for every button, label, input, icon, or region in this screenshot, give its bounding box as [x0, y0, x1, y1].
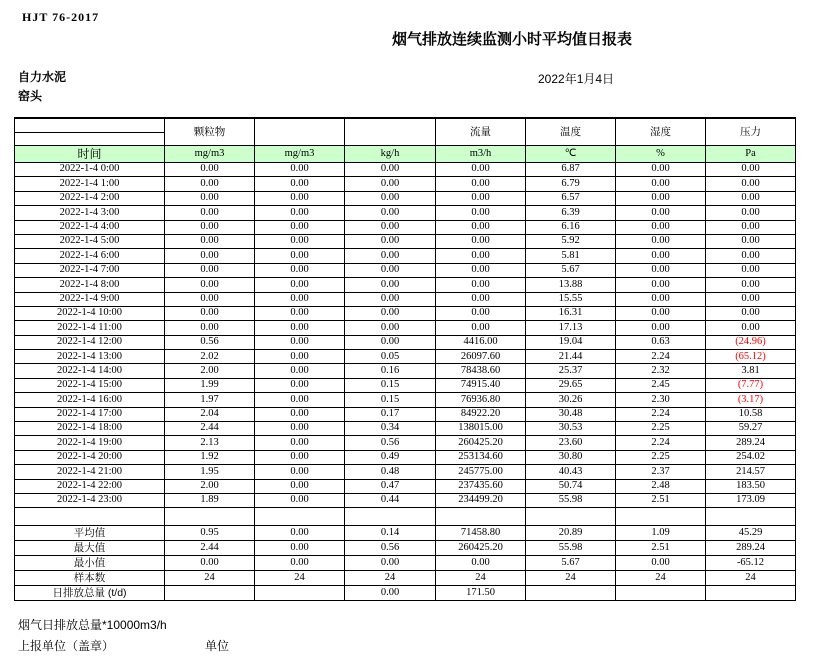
value-cell: 2.37: [616, 465, 706, 479]
doc-code: HJT 76-2017: [22, 10, 100, 24]
spacer-row: [15, 508, 796, 526]
time-cell: 2022-1-4 7:00: [15, 263, 165, 277]
value-cell: 0.00: [255, 249, 345, 263]
value-cell: 5.67: [526, 263, 616, 277]
value-cell: 59.27: [706, 422, 796, 436]
value-cell: 0.00: [345, 263, 436, 277]
value-cell: 30.80: [526, 450, 616, 464]
table-row: [15, 306, 796, 320]
time-cell: 2022-1-4 9:00: [15, 292, 165, 306]
value-cell: 0.00: [616, 177, 706, 191]
value-cell: 0.00: [255, 450, 345, 464]
summary-value-cell: 24: [436, 571, 526, 586]
summary-value-cell: 0.00: [345, 556, 436, 571]
summary-value-cell: 0.00: [255, 541, 345, 556]
time-cell: 2022-1-4 23:00: [15, 493, 165, 507]
value-cell: 0.00: [345, 177, 436, 191]
summary-value-cell: 71458.80: [436, 526, 526, 541]
table-row: [15, 450, 796, 464]
summary-value-cell: 0.14: [345, 526, 436, 541]
time-cell: 2022-1-4 8:00: [15, 278, 165, 292]
summary-value-cell: 0.95: [165, 526, 255, 541]
site-name: 窑头: [18, 89, 43, 103]
value-cell: (65.12): [706, 350, 796, 364]
value-cell: 0.00: [255, 220, 345, 234]
value-cell: 21.44: [526, 350, 616, 364]
time-cell: 2022-1-4 13:00: [15, 350, 165, 364]
page-title: 烟气排放连续监测小时平均值日报表: [392, 31, 633, 48]
value-cell: 0.00: [255, 436, 345, 450]
value-cell: 0.00: [436, 278, 526, 292]
summary-label: 样本数: [15, 571, 165, 586]
value-cell: 0.00: [255, 335, 345, 349]
table-row: [15, 220, 796, 234]
table-row: [15, 407, 796, 421]
value-cell: 0.47: [345, 479, 436, 493]
value-cell: 0.00: [706, 191, 796, 205]
value-cell: 0.00: [255, 407, 345, 421]
time-cell: 2022-1-4 14:00: [15, 364, 165, 378]
unit-label: 单位: [205, 639, 230, 653]
value-cell: 29.65: [526, 378, 616, 392]
value-cell: 2.13: [165, 436, 255, 450]
table-row: [15, 393, 796, 407]
summary-value-cell: 0.00: [255, 526, 345, 541]
empty-cell: [706, 508, 796, 526]
value-cell: 0.00: [345, 278, 436, 292]
value-cell: 0.05: [345, 350, 436, 364]
value-cell: 0.00: [255, 350, 345, 364]
value-cell: 0.00: [436, 292, 526, 306]
value-cell: 0.00: [165, 220, 255, 234]
summary-value-cell: 45.29: [706, 526, 796, 541]
unit-cell: m3/h: [436, 146, 526, 163]
summary-value-cell: [616, 586, 706, 601]
table-row: [15, 350, 796, 364]
value-cell: 6.57: [526, 191, 616, 205]
summary-row: [15, 541, 796, 556]
empty-cell: [255, 508, 345, 526]
summary-value-cell: 0.00: [616, 556, 706, 571]
value-cell: 0.00: [165, 249, 255, 263]
value-cell: 84922.20: [436, 407, 526, 421]
table-row: [15, 177, 796, 191]
table-row: [15, 493, 796, 507]
value-cell: 173.09: [706, 493, 796, 507]
value-cell: 0.56: [345, 436, 436, 450]
value-cell: 6.39: [526, 206, 616, 220]
summary-value-cell: 24: [616, 571, 706, 586]
value-cell: 0.00: [345, 206, 436, 220]
summary-row: [15, 586, 796, 601]
value-cell: 0.00: [255, 177, 345, 191]
summary-value-cell: 2.51: [616, 541, 706, 556]
value-cell: 0.44: [345, 493, 436, 507]
table-row: [15, 234, 796, 248]
value-cell: 6.79: [526, 177, 616, 191]
table-row: [15, 292, 796, 306]
value-cell: 4416.00: [436, 335, 526, 349]
value-cell: 0.00: [706, 234, 796, 248]
value-cell: 0.00: [165, 206, 255, 220]
summary-value-cell: [255, 586, 345, 601]
time-cell: 2022-1-4 17:00: [15, 407, 165, 421]
summary-value-cell: -65.12: [706, 556, 796, 571]
value-cell: 0.48: [345, 465, 436, 479]
table-row: [15, 335, 796, 349]
footer-note: 烟气日排放总量*10000m3/h: [18, 618, 167, 632]
value-cell: 0.00: [436, 234, 526, 248]
value-cell: 1.89: [165, 493, 255, 507]
value-cell: 2.02: [165, 350, 255, 364]
value-cell: 0.00: [616, 249, 706, 263]
time-cell: 2022-1-4 21:00: [15, 465, 165, 479]
col-header-3: [345, 118, 436, 146]
empty-cell: [15, 508, 165, 526]
value-cell: 234499.20: [436, 493, 526, 507]
report-unit-label: 上报单位（盖章）: [18, 639, 115, 653]
value-cell: 6.16: [526, 220, 616, 234]
time-cell: 2022-1-4 15:00: [15, 378, 165, 392]
summary-label: 平均值: [15, 526, 165, 541]
value-cell: 3.81: [706, 364, 796, 378]
report-date: 2022年1月4日: [538, 72, 615, 86]
value-cell: 2.24: [616, 350, 706, 364]
unit-cell: %: [616, 146, 706, 163]
value-cell: 5.92: [526, 234, 616, 248]
value-cell: 2.24: [616, 407, 706, 421]
summary-value-cell: 0.00: [165, 556, 255, 571]
summary-value-cell: [526, 586, 616, 601]
value-cell: 0.00: [165, 263, 255, 277]
value-cell: 2.45: [616, 378, 706, 392]
unit-cell: mg/m3: [165, 146, 255, 163]
value-cell: 0.17: [345, 407, 436, 421]
value-cell: 2.00: [165, 479, 255, 493]
table-row: [15, 206, 796, 220]
col-header-flow: 流量: [436, 118, 526, 146]
value-cell: 50.74: [526, 479, 616, 493]
summary-value-cell: 171.50: [436, 586, 526, 601]
summary-value-cell: 24: [165, 571, 255, 586]
value-cell: 0.00: [255, 206, 345, 220]
table-row: [15, 378, 796, 392]
value-cell: 138015.00: [436, 422, 526, 436]
value-cell: 2.44: [165, 422, 255, 436]
value-cell: 0.00: [255, 465, 345, 479]
table-row: [15, 249, 796, 263]
value-cell: 253134.60: [436, 450, 526, 464]
value-cell: 0.00: [165, 306, 255, 320]
summary-row: [15, 556, 796, 571]
summary-value-cell: 24: [345, 571, 436, 586]
value-cell: 0.00: [706, 321, 796, 335]
summary-value-cell: 24: [706, 571, 796, 586]
table-row: [15, 465, 796, 479]
table-row: [15, 422, 796, 436]
value-cell: 0.00: [255, 306, 345, 320]
value-cell: 0.00: [255, 393, 345, 407]
unit-cell: mg/m3: [255, 146, 345, 163]
value-cell: 6.87: [526, 163, 616, 177]
value-cell: (7.77): [706, 378, 796, 392]
time-header-spacer-bottom: [15, 132, 165, 146]
time-cell: 2022-1-4 0:00: [15, 163, 165, 177]
summary-value-cell: 24: [526, 571, 616, 586]
value-cell: 0.00: [345, 321, 436, 335]
value-cell: 0.00: [436, 220, 526, 234]
value-cell: 30.26: [526, 393, 616, 407]
table-row: [15, 364, 796, 378]
value-cell: (3.17): [706, 393, 796, 407]
value-cell: 2.51: [616, 493, 706, 507]
value-cell: 0.00: [165, 191, 255, 205]
summary-value-cell: 0.00: [345, 586, 436, 601]
empty-cell: [436, 508, 526, 526]
value-cell: 0.49: [345, 450, 436, 464]
value-cell: 0.00: [345, 306, 436, 320]
value-cell: 0.00: [706, 292, 796, 306]
value-cell: 0.34: [345, 422, 436, 436]
value-cell: 0.00: [255, 321, 345, 335]
summary-value-cell: 1.09: [616, 526, 706, 541]
value-cell: 2.25: [616, 450, 706, 464]
table-row: [15, 479, 796, 493]
value-cell: 0.00: [436, 263, 526, 277]
value-cell: 2.04: [165, 407, 255, 421]
col-header-2: [255, 118, 345, 146]
value-cell: 0.56: [165, 335, 255, 349]
value-cell: 1.92: [165, 450, 255, 464]
value-cell: 214.57: [706, 465, 796, 479]
value-cell: 0.00: [165, 292, 255, 306]
time-cell: 2022-1-4 1:00: [15, 177, 165, 191]
time-cell: 2022-1-4 4:00: [15, 220, 165, 234]
value-cell: 0.00: [255, 378, 345, 392]
value-cell: 1.97: [165, 393, 255, 407]
value-cell: 55.98: [526, 493, 616, 507]
table-row: [15, 321, 796, 335]
table-row: [15, 278, 796, 292]
value-cell: 25.37: [526, 364, 616, 378]
summary-row: [15, 571, 796, 586]
summary-value-cell: 2.44: [165, 541, 255, 556]
value-cell: 0.00: [706, 177, 796, 191]
value-cell: 0.00: [255, 422, 345, 436]
value-cell: 0.00: [706, 163, 796, 177]
col-header-pressure: 压力: [706, 118, 796, 146]
value-cell: 0.00: [165, 234, 255, 248]
value-cell: 245775.00: [436, 465, 526, 479]
empty-cell: [616, 508, 706, 526]
unit-cell: ℃: [526, 146, 616, 163]
col-header-particulate: 颗粒物: [165, 118, 255, 146]
value-cell: 0.00: [436, 249, 526, 263]
value-cell: 0.00: [616, 163, 706, 177]
value-cell: 0.00: [255, 493, 345, 507]
time-header-spacer-top: [15, 118, 165, 132]
value-cell: 0.00: [345, 191, 436, 205]
value-cell: 0.00: [616, 263, 706, 277]
value-cell: 0.00: [616, 206, 706, 220]
summary-value-cell: [165, 586, 255, 601]
summary-value-cell: 0.00: [255, 556, 345, 571]
time-cell: 2022-1-4 3:00: [15, 206, 165, 220]
unit-cell: Pa: [706, 146, 796, 163]
value-cell: 0.00: [255, 479, 345, 493]
value-cell: 0.00: [255, 191, 345, 205]
value-cell: 1.99: [165, 378, 255, 392]
value-cell: 0.00: [165, 163, 255, 177]
value-cell: 2.25: [616, 422, 706, 436]
value-cell: 0.00: [255, 292, 345, 306]
summary-value-cell: [706, 586, 796, 601]
report-table: [14, 117, 796, 601]
value-cell: 0.00: [706, 306, 796, 320]
value-cell: 0.00: [255, 364, 345, 378]
value-cell: 76936.80: [436, 393, 526, 407]
value-cell: 16.31: [526, 306, 616, 320]
value-cell: 2.00: [165, 364, 255, 378]
time-cell: 2022-1-4 5:00: [15, 234, 165, 248]
value-cell: 17.13: [526, 321, 616, 335]
value-cell: 0.15: [345, 393, 436, 407]
value-cell: 0.00: [345, 292, 436, 306]
summary-value-cell: 24: [255, 571, 345, 586]
value-cell: 260425.20: [436, 436, 526, 450]
value-cell: 289.24: [706, 436, 796, 450]
value-cell: 0.00: [165, 177, 255, 191]
value-cell: 0.00: [345, 335, 436, 349]
value-cell: 0.00: [345, 234, 436, 248]
value-cell: 0.00: [436, 177, 526, 191]
time-cell: 2022-1-4 11:00: [15, 321, 165, 335]
value-cell: 0.00: [255, 163, 345, 177]
value-cell: 0.00: [436, 306, 526, 320]
value-cell: 0.00: [436, 163, 526, 177]
company-name: 自力水泥: [18, 70, 67, 84]
time-cell: 2022-1-4 6:00: [15, 249, 165, 263]
value-cell: 30.53: [526, 422, 616, 436]
table-row: [15, 191, 796, 205]
value-cell: 78438.60: [436, 364, 526, 378]
value-cell: 0.00: [706, 278, 796, 292]
time-cell: 2022-1-4 22:00: [15, 479, 165, 493]
summary-value-cell: 55.98: [526, 541, 616, 556]
value-cell: (24.96): [706, 335, 796, 349]
value-cell: 0.00: [616, 278, 706, 292]
value-cell: 15.55: [526, 292, 616, 306]
unit-row: [15, 146, 796, 163]
value-cell: 0.00: [616, 234, 706, 248]
value-cell: 2.32: [616, 364, 706, 378]
table-row: [15, 263, 796, 277]
time-cell: 2022-1-4 10:00: [15, 306, 165, 320]
summary-value-cell: 0.56: [345, 541, 436, 556]
value-cell: 1.95: [165, 465, 255, 479]
value-cell: 0.00: [616, 191, 706, 205]
empty-cell: [165, 508, 255, 526]
value-cell: 0.00: [165, 278, 255, 292]
summary-value-cell: 20.89: [526, 526, 616, 541]
value-cell: 237435.60: [436, 479, 526, 493]
value-cell: 10.58: [706, 407, 796, 421]
value-cell: 13.88: [526, 278, 616, 292]
header-row-top: [15, 118, 796, 132]
empty-cell: [345, 508, 436, 526]
value-cell: 2.30: [616, 393, 706, 407]
value-cell: 0.16: [345, 364, 436, 378]
value-cell: 183.50: [706, 479, 796, 493]
value-cell: 0.00: [345, 163, 436, 177]
value-cell: 0.15: [345, 378, 436, 392]
value-cell: 0.00: [706, 263, 796, 277]
value-cell: 40.43: [526, 465, 616, 479]
value-cell: 0.00: [706, 249, 796, 263]
value-cell: 0.00: [706, 220, 796, 234]
value-cell: 0.00: [706, 206, 796, 220]
value-cell: 254.02: [706, 450, 796, 464]
summary-label: 日排放总量 (t/d): [15, 586, 165, 601]
value-cell: 0.00: [345, 249, 436, 263]
time-cell: 2022-1-4 12:00: [15, 335, 165, 349]
value-cell: 2.48: [616, 479, 706, 493]
value-cell: 0.00: [616, 220, 706, 234]
time-header: 时间: [15, 146, 165, 163]
table-row: [15, 436, 796, 450]
value-cell: 0.00: [255, 278, 345, 292]
value-cell: 5.81: [526, 249, 616, 263]
value-cell: 0.00: [255, 234, 345, 248]
value-cell: 26097.60: [436, 350, 526, 364]
value-cell: 0.00: [616, 321, 706, 335]
col-header-temperature: 温度: [526, 118, 616, 146]
time-cell: 2022-1-4 19:00: [15, 436, 165, 450]
table-row: [15, 163, 796, 177]
value-cell: 0.00: [616, 292, 706, 306]
value-cell: 0.63: [616, 335, 706, 349]
value-cell: 0.00: [255, 263, 345, 277]
value-cell: 23.60: [526, 436, 616, 450]
value-cell: 0.00: [165, 321, 255, 335]
summary-label: 最大值: [15, 541, 165, 556]
value-cell: 19.04: [526, 335, 616, 349]
value-cell: 2.24: [616, 436, 706, 450]
time-cell: 2022-1-4 20:00: [15, 450, 165, 464]
unit-cell: kg/h: [345, 146, 436, 163]
value-cell: 0.00: [616, 306, 706, 320]
time-cell: 2022-1-4 18:00: [15, 422, 165, 436]
value-cell: 30.48: [526, 407, 616, 421]
summary-value-cell: 0.00: [436, 556, 526, 571]
summary-value-cell: 260425.20: [436, 541, 526, 556]
summary-row: [15, 526, 796, 541]
summary-value-cell: 289.24: [706, 541, 796, 556]
col-header-humidity: 湿度: [616, 118, 706, 146]
empty-cell: [526, 508, 616, 526]
summary-value-cell: 5.67: [526, 556, 616, 571]
time-cell: 2022-1-4 16:00: [15, 393, 165, 407]
summary-label: 最小值: [15, 556, 165, 571]
time-cell: 2022-1-4 2:00: [15, 191, 165, 205]
value-cell: 0.00: [436, 321, 526, 335]
value-cell: 0.00: [345, 220, 436, 234]
value-cell: 74915.40: [436, 378, 526, 392]
value-cell: 0.00: [436, 206, 526, 220]
value-cell: 0.00: [436, 191, 526, 205]
